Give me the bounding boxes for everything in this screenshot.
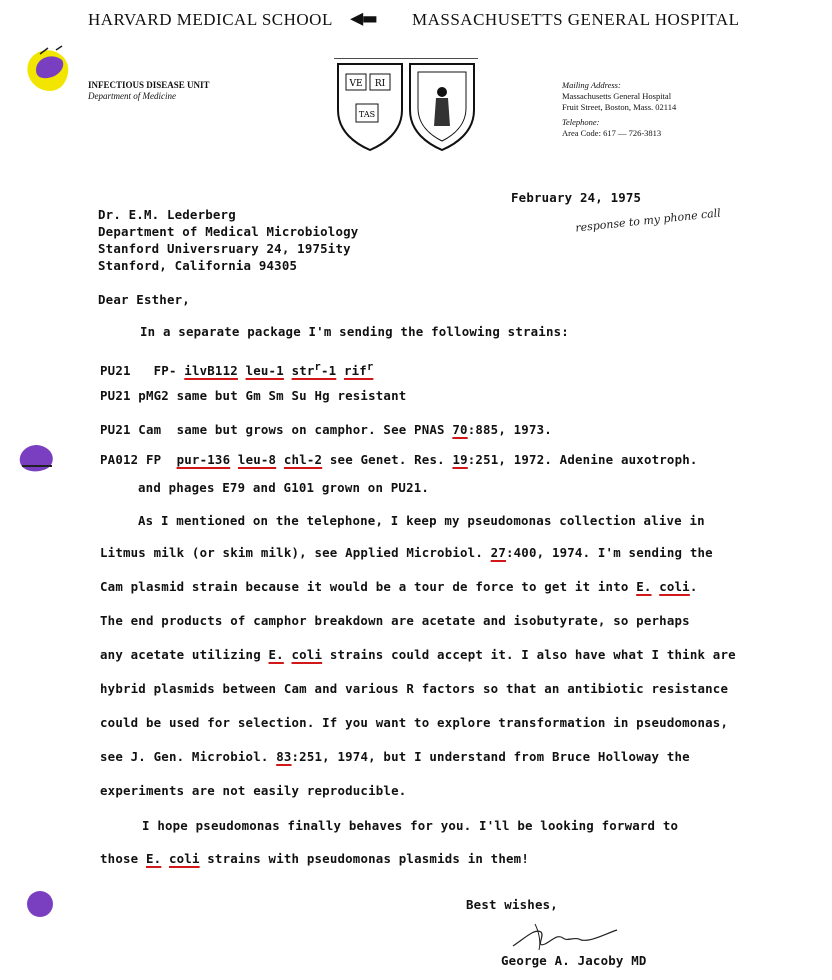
body-line-7: could be used for selection. If you want to explore transformation in pseudomonas, — [100, 715, 729, 730]
body-line-6: hybrid plasmids between Cam and various R factors so that an antibiotic resistance — [100, 681, 729, 696]
highlight-blob-icon — [22, 44, 74, 96]
telephone-number: Area Code: 617 — 726-3813 — [562, 128, 662, 138]
svg-text:TAS: TAS — [358, 110, 376, 119]
gene-pur-136: pur-136 — [176, 452, 231, 467]
letterhead-hospital: MASSACHUSETTS GENERAL HOSPITAL — [412, 10, 740, 29]
body-line-2-a: Litmus milk (or skim milk), see Applied Microbiol. — [100, 545, 491, 560]
gene-leu-8: leu-8 — [237, 452, 277, 467]
gene-ilvB112: ilvB112 — [184, 363, 238, 379]
gene-rif-sup: r — [366, 361, 374, 373]
strain-4-line-2: and phages E79 and G101 grown on PU21. — [138, 480, 430, 495]
mailing-line-2: Fruit Street, Boston, Mass. 02114 — [562, 102, 677, 112]
strain-4-tail: :251, 1972. Adenine auxotroph. — [467, 452, 698, 467]
strain-4-id: PA012 FP — [100, 452, 162, 467]
strain-4-volume: 19 — [452, 452, 468, 467]
recipient-line-3: Stanford Universruary 24, 1975ity — [98, 241, 351, 256]
body-line-5-genus: E. — [268, 647, 284, 662]
strain-1-fp: FP- — [153, 363, 177, 379]
recipient-line-4: Stanford, California 94305 — [98, 258, 298, 273]
signature-icon — [505, 918, 625, 954]
letterhead-school: HARVARD MEDICAL SCHOOL — [88, 10, 333, 29]
gene-str — [292, 363, 337, 378]
gene-leu-1: leu-1 — [245, 363, 284, 379]
body-line-5-a: any acetate utilizing — [100, 647, 269, 662]
department-name: Department of Medicine — [88, 91, 176, 101]
telephone-label: Telephone: — [562, 117, 600, 127]
body-line-1: As I mentioned on the telephone, I keep my pseudomonas collection alive in — [138, 513, 705, 528]
body-line-2-volume: 27 — [490, 545, 506, 560]
strain-3-text: PU21 Cam same but grows on camphor. See PNAS — [100, 422, 453, 437]
gene-str-name: str — [291, 363, 315, 379]
strain-2: PU21 pMG2 same but Gm Sm Su Hg resistant — [100, 388, 407, 403]
gene-rif-name: rif — [343, 363, 367, 379]
strain-1-id: PU21 — [100, 363, 131, 379]
strain-4-mid: see Genet. Res. — [329, 452, 453, 467]
gene-chl-2: chl-2 — [283, 452, 323, 467]
body-line-9: experiments are not easily reproducible. — [100, 783, 407, 798]
body-line-3-genus: E. — [636, 579, 652, 594]
strain-3-volume: 70 — [452, 422, 468, 437]
gene-str-allele: -1 — [320, 363, 337, 379]
body-line-3-species: coli — [659, 579, 690, 594]
body-line-5-species: coli — [291, 647, 323, 662]
body-p2-line-2-b: strains with pseudomonas plasmids in them! — [199, 851, 529, 866]
purple-dot-icon — [26, 890, 56, 920]
body-p2-line-2 — [100, 851, 529, 866]
svg-text:RI: RI — [374, 79, 386, 89]
body-line-2 — [100, 545, 713, 560]
unit-name: INFECTIOUS DISEASE UNIT — [88, 80, 210, 90]
recipient-line-1: Dr. E.M. Lederberg — [98, 207, 236, 222]
body-line-3-b: . — [689, 579, 698, 594]
recipient-line-2: Department of Medical Microbiology — [98, 224, 359, 239]
letterhead-divider-icon: ◀▬ — [350, 6, 377, 31]
intro-line: In a separate package I'm sending the following strains: — [140, 324, 569, 339]
mailing-label: Mailing Address: — [562, 80, 621, 90]
body-p2-line-1: I hope pseudomonas finally behaves for you. I'll be looking forward to — [142, 818, 679, 833]
mailing-line-1: Massachusetts General Hospital — [562, 91, 672, 101]
body-line-8-a: see J. Gen. Microbiol. — [100, 749, 277, 764]
body-line-3-a: Cam plasmid strain because it would be a tour de force to get it into — [100, 579, 637, 594]
body-line-5-b: strains could accept it. I also have what I think are — [322, 647, 736, 662]
body-p2-line-2-a: those — [100, 851, 146, 866]
strain-4 — [100, 452, 698, 467]
body-p2-line-2-species: coli — [168, 851, 200, 866]
salutation: Dear Esther, — [98, 292, 190, 307]
signer-name: George A. Jacoby MD — [501, 953, 647, 968]
strain-3-tail: :885, 1973. — [467, 422, 552, 437]
gene-rif — [344, 363, 373, 378]
strain-1 — [100, 361, 373, 378]
hospital-seal-icon — [334, 58, 478, 154]
purple-blob-icon — [18, 440, 58, 474]
svg-text:VE: VE — [349, 79, 363, 89]
unit-block — [88, 80, 210, 102]
gene-str-sup: r — [314, 361, 321, 373]
body-p2-line-2-genus: E. — [145, 851, 162, 866]
handwritten-note: response to my phone call — [574, 206, 722, 235]
closing: Best wishes, — [466, 897, 558, 912]
body-line-2-b: :400, 1974. I'm sending the — [505, 545, 713, 560]
body-line-8-b: :251, 1974, but I understand from Bruce Holloway the — [291, 749, 690, 764]
body-line-8 — [100, 749, 690, 764]
body-line-5 — [100, 647, 736, 662]
body-line-8-volume: 83 — [276, 749, 292, 764]
body-line-4: The end products of camphor breakdown are acetate and isobutyrate, so perhaps — [100, 613, 690, 628]
letter-date: February 24, 1975 — [511, 190, 642, 205]
strain-3 — [100, 422, 552, 437]
body-line-3 — [100, 579, 698, 594]
mailing-address — [562, 80, 676, 139]
